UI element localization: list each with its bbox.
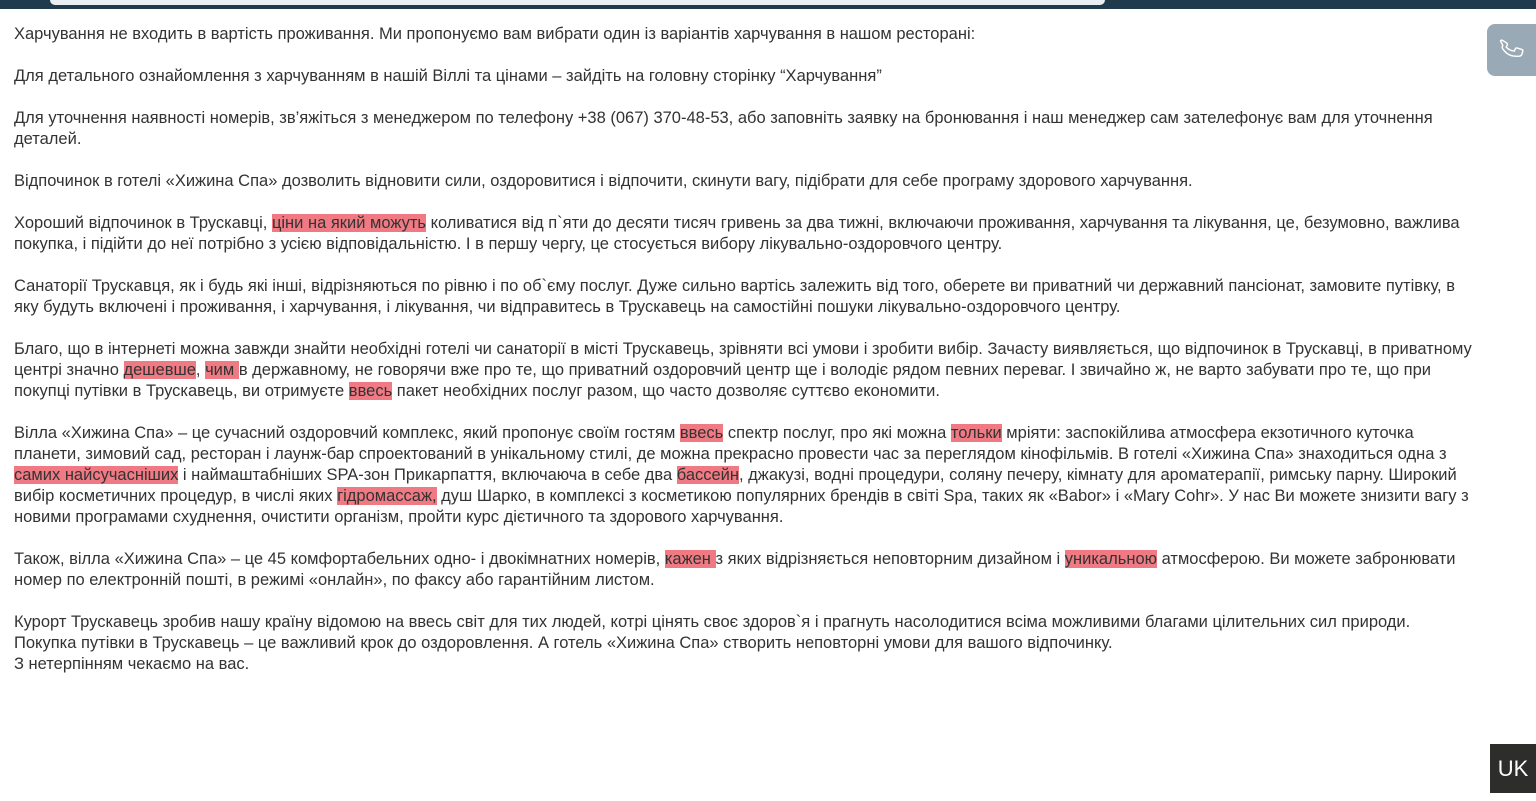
phone-button[interactable] bbox=[1487, 24, 1536, 76]
text-segment: , bbox=[195, 361, 206, 379]
paragraph bbox=[14, 213, 1474, 255]
highlighted-word: ввесь bbox=[679, 424, 724, 442]
text-segment: Харчування не входить в вартість проживання. Ми пропонуємо вам вибрати один із варіантів харчування в нашом ресторані: bbox=[14, 25, 976, 43]
paragraph bbox=[14, 654, 1474, 675]
text-segment: , джакузі, водні процедури, соляну печеру, кімнату для ароматерапії, римську парну. Широкий вибір косметичних процедур, в числі яких bbox=[14, 466, 1457, 505]
highlighted-word: ввесь bbox=[348, 382, 393, 400]
article-content bbox=[14, 24, 1474, 675]
highlighted-word: самих найсучасніших bbox=[14, 466, 179, 484]
search-bar-edge bbox=[50, 0, 1105, 5]
text-segment: атмосферою. Ви можете забронювати номер по електронній пошті, в режимі «онлайн», по факсу або гарантійним листом. bbox=[14, 550, 1456, 589]
text-segment: Також, вілла «Хижина Спа» – це 45 комфортабельних одно- і двокімнатних номерів, bbox=[14, 550, 665, 568]
paragraph bbox=[14, 108, 1474, 150]
highlighted-word: дешевше bbox=[123, 361, 196, 379]
paragraph bbox=[14, 171, 1474, 192]
text-segment: Відпочинок в готелі «Хижина Спа» дозволить відновити сили, оздоровитися і відпочити, скинути вагу, підібрати для себе програму здорового харчування. bbox=[14, 172, 1193, 190]
highlighted-word: гідромассаж, bbox=[337, 487, 437, 505]
highlighted-word: чим bbox=[205, 361, 239, 379]
highlighted-word: кажен bbox=[664, 550, 716, 568]
top-bar bbox=[0, 0, 1536, 9]
text-segment: З нетерпінням чекаємо на вас. bbox=[14, 655, 250, 673]
paragraph bbox=[14, 423, 1474, 528]
text-segment: Для детального ознайомлення з харчуванням в нашій Віллі та цінами – зайдіть на головну сторінку “Харчування” bbox=[14, 67, 882, 85]
highlighted-word: бассейн bbox=[676, 466, 740, 484]
paragraph bbox=[14, 612, 1474, 654]
text-segment: Хороший відпочинок в Трускавці, bbox=[14, 214, 272, 232]
paragraph bbox=[14, 276, 1474, 318]
language-label: UK bbox=[1497, 755, 1529, 781]
text-segment: Вілла «Хижина Спа» – це сучасний оздоровчий комплекс, який пропонує своїм гостям bbox=[14, 424, 680, 442]
highlighted-word: ціни на який можуть bbox=[271, 214, 426, 232]
text-segment: Благо, що в інтернеті можна завжди знайти необхідні готелі чи санаторії в місті Трускавець, зрівняти всі умови і зробити вибір. Зачасту виявляється, що відпочинок в Трускавці, в приватному центрі значно bbox=[14, 340, 1472, 379]
language-switcher[interactable] bbox=[1490, 744, 1536, 793]
text-segment: Санаторії Трускавця, як і будь які інші, відрізняються по рівню і по об`єму послуг. Дуже сильно вартісь залежить від того, оберете ви приватний чи державний пансіонат, замовите путівку, в яку будуть включені і проживання, і харчування, і лікування, чи відправитесь в Трускавець на самостійні пошуки лікувально-оздоровчого центру. bbox=[14, 277, 1455, 316]
text-segment: пакет необхідних послуг разом, що часто дозволяє суттєво економити. bbox=[392, 382, 940, 400]
text-segment: і наймаштабніших SPA-зон Прикарпаття, включаюча в себе два bbox=[178, 466, 677, 484]
highlighted-word: тольки bbox=[950, 424, 1002, 442]
paragraph bbox=[14, 66, 1474, 87]
text-segment: Курорт Трускавець зробив нашу країну відомою на ввесь світ для тих людей, котрі цінять своє здоров`я і прагнуть насолодитися всіма можливими благами цілительних сил природи. Покупка путівки в Трускавець – це важливий крок до оздоровлення. А готель «Хижина Спа» створить неповторні умови для вашого відпочинку. bbox=[14, 613, 1411, 652]
paragraph bbox=[14, 24, 1474, 45]
phone-icon bbox=[1495, 33, 1529, 67]
text-segment: Для уточнення наявності номерів, зв’яжіться з менеджером по телефону +38 (067) 370-48-53, або заповніть заявку на бронювання і наш менеджер сам зателефонує вам для уточнення деталей. bbox=[14, 109, 1433, 148]
text-segment: в державному, не говорячи вже про те, що приватний оздоровчий центр ще і володіє рядом певних переваг. І звичайно ж, не варто забувати про те, що при покупці путівки в Трускавець, ви отримуєте bbox=[14, 361, 1431, 400]
text-segment: мріяти: заспокійлива атмосфера екзотичного куточка планети, зимовий сад, ресторан і лаунж-бар спроектований в унікальному стилі, де можна прекрасно провести час за переглядом кінофільмів. В готелі «Хижина Спа» знаходиться одна з bbox=[14, 424, 1447, 463]
text-segment: з яких відрізняється неповторним дизайном і bbox=[715, 550, 1065, 568]
text-segment: спектр послуг, про які можна bbox=[723, 424, 951, 442]
text-segment: коливатися від п`яти до десяти тисяч гривень за два тижні, включаючи проживання, харчування та лікування, це, безумовно, важлива покупка, і підійти до неї потрібно з усією відповідальністю. І в першу чергу, це стосується вибору лікувально-оздоровчого центру. bbox=[14, 214, 1460, 253]
paragraph bbox=[14, 549, 1474, 591]
highlighted-word: уникальною bbox=[1064, 550, 1157, 568]
text-segment: душ Шарко, в комплексі з косметикою популярних брендів в світі Spa, таких як «Babor» і «Mary Cohr». У нас Ви можете знизити вагу з новими програмами схуднення, очистити організм, пройти курс дієтичного та здорового харчування. bbox=[14, 487, 1469, 526]
paragraph bbox=[14, 339, 1474, 402]
